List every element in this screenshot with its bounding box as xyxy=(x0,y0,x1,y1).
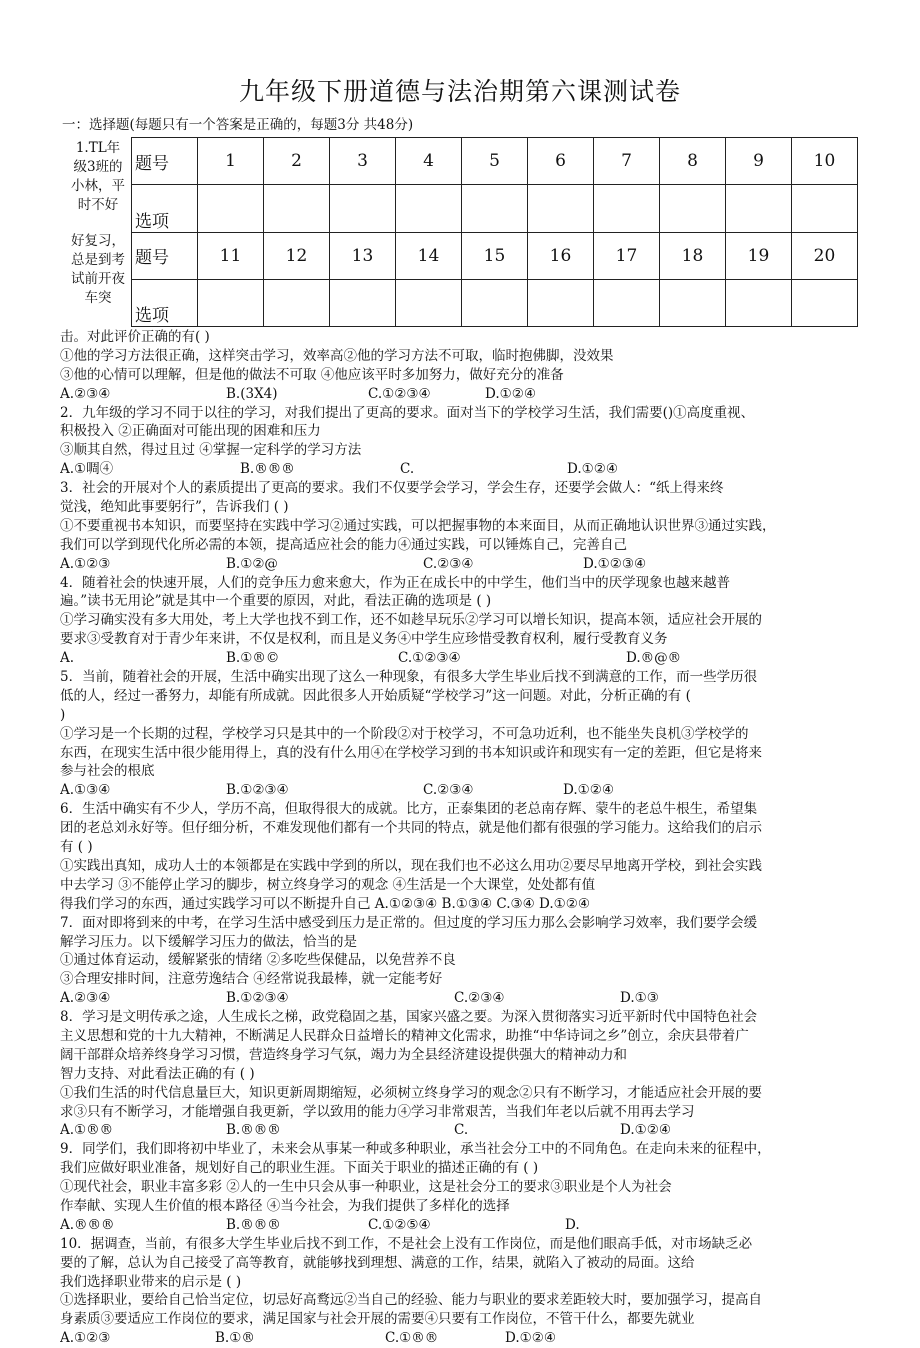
option-d[interactable]: D.①②④ xyxy=(620,1122,671,1139)
question-line: 要求③受教育对于青少年来讲，不仅是权利，而且是义务④中学生应珍惜受教育权利，履行受教育义务 xyxy=(60,631,668,648)
question-line: 作奉献、实现人生价值的根本路径 ④当今社会，为我们提供了多样化的选择 xyxy=(60,1197,510,1214)
q1-stem-line: 车突 xyxy=(84,290,112,306)
question-line: ) xyxy=(60,706,66,723)
question-number: 10 xyxy=(792,138,858,185)
question-line: 4．随着社会的快速开展，人们的竞争压力愈来愈大，作为正在成长中的中学生，他们当中的厌学现象也越来越普 xyxy=(60,574,731,591)
question-number: 13 xyxy=(330,232,396,279)
question-line: ①学习是一个长期的过程，学校学习只是其中的一个阶段②对于校学习，不可急功近利，也不能坐失良机③学校学的 xyxy=(60,725,749,742)
answer-cell[interactable] xyxy=(660,279,726,326)
option-d[interactable]: D. xyxy=(565,1216,580,1233)
question-line: 击。对此评价正确的有( ) xyxy=(60,329,210,345)
question-number: 6 xyxy=(528,138,594,185)
options-line xyxy=(60,989,870,1008)
options-line xyxy=(60,1121,870,1140)
answer-table xyxy=(131,137,858,327)
option-c[interactable]: C.②③④ xyxy=(454,990,505,1007)
option-a[interactable]: A. xyxy=(60,650,75,667)
q1-stem-line: 总是到考 xyxy=(71,252,125,268)
option-b[interactable]: B.①②③④ xyxy=(226,990,289,1007)
q1-stem-bottom xyxy=(60,232,136,308)
answer-cell[interactable] xyxy=(726,279,792,326)
question-line: ③顺其自然，得过且过 ④掌握一定科学的学习方法 xyxy=(60,442,362,459)
question-line: 7．面对即将到来的中考，在学习生活中感受到压力是正常的。但过度的学习压力那么会影响学习效率，我们要学会缓 xyxy=(60,914,758,931)
option-a[interactable]: A.②③④ xyxy=(60,990,111,1007)
question-line: 团的老总刘永好等。但仔细分析，不难发现他们都有一个共同的特点，就是他们都有很强的学习能力。这给我们的启示 xyxy=(60,820,762,837)
question-line: 解学习压力。以下缓解学习压力的做法，恰当的是 xyxy=(60,933,357,950)
options-line xyxy=(60,385,870,404)
answer-cell[interactable] xyxy=(462,185,528,232)
row-label-option: 选项 xyxy=(132,185,198,232)
question-line: ①他的学习方法很正确，这样突击学习，效率高②他的学习方法不可取，临时抱佛脚，没效果 xyxy=(60,347,614,364)
option-c[interactable]: C. xyxy=(454,1122,469,1139)
question-line: 要的了解，总认为自己接受了高等教育，就能够找到理想、满意的工作，结果，就陷入了被动的局面。这给 xyxy=(60,1254,695,1271)
option-d[interactable]: D.①②④ xyxy=(485,385,536,402)
answer-cell[interactable] xyxy=(594,185,660,232)
question-line: 遍。”读书无用论”就是其中一个重要的原因，对此，看法正确的选项是 ( ) xyxy=(60,593,492,610)
question-line: 求③只有不断学习，才能增强自我更新，学以致用的能力④学习非常艰苦，当我们年老以后就不用再去学习 xyxy=(60,1103,695,1120)
option-c[interactable]: C.①②③④ xyxy=(398,650,461,667)
answer-cell[interactable] xyxy=(264,185,330,232)
question-number: 5 xyxy=(462,138,528,185)
options-line xyxy=(60,1329,870,1348)
question-line: 8．学习是文明传承之途，人生成长之梯，政党稳固之基，国家兴盛之要。为深入贯彻落实习近平新时代中国特色社会 xyxy=(60,1009,758,1026)
option-a[interactable]: A.①®® xyxy=(60,1122,114,1139)
options-line xyxy=(60,649,870,668)
question-number: 15 xyxy=(462,232,528,279)
answer-cell[interactable] xyxy=(726,185,792,232)
option-b[interactable]: B.①® xyxy=(215,1330,255,1347)
options-line xyxy=(60,460,870,479)
option-a[interactable]: A.②③④ xyxy=(60,385,111,402)
question-line: 我们应做好职业准备，规划好自己的职业生涯。下面关于职业的描述正确的有 ( ) xyxy=(60,1160,539,1177)
answer-cell[interactable] xyxy=(396,185,462,232)
option-a[interactable]: A.®®® xyxy=(60,1216,115,1233)
question-line: ①通过体育运动，缓解紧张的情绪 ②多吃些保健品，以免营养不良 xyxy=(60,952,456,969)
question-line: ①实践出真知，成功人士的本领都是在实践中学到的所以，现在我们也不必这么用功②要尽早地离开学校，到社会实践 xyxy=(60,857,762,874)
answer-cell[interactable] xyxy=(330,279,396,326)
answer-cell[interactable] xyxy=(528,279,594,326)
option-b[interactable]: B.①®© xyxy=(226,650,280,667)
page-title: 九年级下册道德与法治期第六课测试卷 xyxy=(238,77,681,106)
answer-cell[interactable] xyxy=(396,279,462,326)
option-b[interactable]: B.①②③④ xyxy=(226,782,289,799)
option-c[interactable]: C.②③④ xyxy=(423,555,474,572)
question-number: 17 xyxy=(594,232,660,279)
answer-cell[interactable] xyxy=(462,279,528,326)
question-number: 11 xyxy=(198,232,264,279)
option-c[interactable]: C.②③④ xyxy=(423,782,474,799)
question-line: ①我们生活的时代信息量巨大，知识更新周期缩短，必须树立终身学习的观念②只有不断学习，才能适应社会开展的要 xyxy=(60,1084,762,1101)
question-line: 5．当前，随着社会的开展，生活中确实出现了这么一种现象，有很多大学生毕业后找不到满意的工作，而一些学历很 xyxy=(60,669,758,686)
question-number: 16 xyxy=(528,232,594,279)
section-heading: 一：选择题(每题只有一个答案是正确的，每题3分 共48分) xyxy=(62,117,414,133)
question-number: 1 xyxy=(198,138,264,185)
q1-stem-line: 试前开夜 xyxy=(71,271,125,287)
row-label-question: 题号 xyxy=(132,138,198,185)
question-line: ①现代社会，职业丰富多彩 ②人的一生中只会从事一种职业，这是社会分工的要求③职业是个人为社会 xyxy=(60,1179,672,1196)
option-b[interactable]: B.(3X4) xyxy=(226,385,278,402)
answer-cell[interactable] xyxy=(264,279,330,326)
row-label-option: 选项 xyxy=(132,279,198,326)
answer-cell[interactable] xyxy=(594,279,660,326)
question-line: ①学习确实没有多大用处，考上大学也找不到工作，还不如趁早玩乐②学习可以增长知识，提高本领，适应社会开展的 xyxy=(60,612,762,629)
question-line: 智力支持、对此看法正确的有 ( ) xyxy=(60,1065,255,1082)
question-number: 12 xyxy=(264,232,330,279)
option-c[interactable]: C. xyxy=(400,461,415,478)
question-line: 东西，在现实生活中很少能用得上，真的没有什么用④在学校学习到的书本知识或许和现实有一定的差距，但它是将来 xyxy=(60,744,762,761)
option-c[interactable]: C.①®® xyxy=(385,1330,439,1347)
q1-stem-line: 好复习， xyxy=(71,233,125,249)
options-line xyxy=(60,1216,870,1235)
answer-cell[interactable] xyxy=(528,185,594,232)
question-line: ③他的心情可以理解，但是他的做法不可取 ④他应该平时多加努力，做好充分的准备 xyxy=(60,366,564,383)
q1-stem-line: 时不好 xyxy=(77,197,119,213)
question-number: 7 xyxy=(594,138,660,185)
answer-cell[interactable] xyxy=(660,185,726,232)
question-line: 2．九年级的学习不同于以往的学习，对我们提出了更高的要求。面对当下的学校学习生活，我们需要()①高度重视、 xyxy=(60,404,755,421)
question-line: 参与社会的根底 xyxy=(60,763,155,780)
question-number: 19 xyxy=(726,232,792,279)
question-line: 有 ( ) xyxy=(60,839,93,856)
question-number: 4 xyxy=(396,138,462,185)
question-line: ①选择职业，要给自己恰当定位，切忌好高鹜远②当自己的经验、能力与职业的要求差距较大时，要加强学习，提高自 xyxy=(60,1292,762,1309)
option-d[interactable]: D.①②④ xyxy=(563,782,614,799)
question-line: 9．同学们，我们即将初中毕业了，未来会从事某一种或多种职业，承当社会分工中的不同角色。在走向未来的征程中， xyxy=(60,1141,771,1158)
question-line: 中去学习 ③不能停止学习的脚步，树立终身学习的观念 ④生活是一个大课堂，处处都有值 xyxy=(60,876,596,893)
question-line: 觉浅，绝知此事要躬行”，告诉我们 ( ) xyxy=(60,499,289,516)
option-a[interactable]: A.①③④ xyxy=(60,782,111,799)
question-number: 9 xyxy=(726,138,792,185)
answer-cell[interactable] xyxy=(198,279,264,326)
answer-row xyxy=(132,185,858,232)
q1-stem-line: 级3班的 xyxy=(73,159,123,175)
question-line: 我们可以学到现代化所必需的本领，提高适应社会的能力④通过实践，可以锤炼自己，完善自己 xyxy=(60,536,627,553)
option-d[interactable]: D.①③ xyxy=(620,990,659,1007)
answer-cell[interactable] xyxy=(792,185,858,232)
question-line: ①不要重视书本知识，而要坚持在实践中学习②通过实践，可以把握事物的本来面目，从而正确地认识世界③通过实践， xyxy=(60,517,776,534)
row-label-question: 题号 xyxy=(132,232,198,279)
option-b[interactable]: B.®®® xyxy=(240,461,295,478)
question-line: 得我们学习的东西，通过实践学习可以不断提升自己 A.①②③④ B.①③④ C.③④ D.①②④ xyxy=(60,895,590,912)
options-line xyxy=(60,555,870,574)
question-number: 2 xyxy=(264,138,330,185)
question-number: 3 xyxy=(330,138,396,185)
q1-stem-line: 小林，平 xyxy=(71,178,125,194)
question-line: 10．据调查，当前，有很多大学生毕业后找不到工作，不是社会上没有工作岗位，而是他们眼高手低，对市场缺乏必 xyxy=(60,1235,753,1252)
option-b[interactable]: B.®®® xyxy=(226,1122,281,1139)
question-line: 身素质③要适应工作岗位的要求，满足国家与社会开展的需要④只要有工作岗位，不管干什么，都要先就业 xyxy=(60,1311,695,1328)
question-line: 积极投入 ②正确面对可能出现的困难和压力 xyxy=(60,423,321,440)
option-d[interactable]: D.①②④ xyxy=(567,461,618,478)
option-c[interactable]: C.①②⑤④ xyxy=(368,1216,431,1233)
question-number: 20 xyxy=(792,232,858,279)
answer-row xyxy=(132,279,858,326)
answer-cell[interactable] xyxy=(792,279,858,326)
answer-cell[interactable] xyxy=(330,185,396,232)
q1-stem-line: 1.TL年 xyxy=(75,140,121,156)
question-number: 18 xyxy=(660,232,726,279)
q1-stem-top xyxy=(60,139,136,215)
option-b[interactable]: B.®®® xyxy=(226,1216,281,1233)
option-c[interactable]: C.①②③④ xyxy=(368,385,431,402)
question-number-row xyxy=(132,232,858,279)
question-number: 8 xyxy=(660,138,726,185)
question-line: 我们选择职业带来的启示是 ( ) xyxy=(60,1273,242,1290)
option-d[interactable]: D.①②④ xyxy=(505,1330,556,1347)
answer-cell[interactable] xyxy=(198,185,264,232)
option-b[interactable]: B.①②@ xyxy=(226,555,278,572)
question-line: 3．社会的开展对个人的素质提出了更高的要求。我们不仅要学会学习，学会生存，还要学会做人：“纸上得来终 xyxy=(60,480,724,497)
question-line: 低的人，经过一番努力，却能有所成就。因此很多人开始质疑“学校学习”这一问题。对此，分析正确的有 ( xyxy=(60,687,691,704)
question-number-row xyxy=(132,138,858,185)
option-d[interactable]: D.①②③④ xyxy=(583,555,647,572)
question-line: 主义思想和党的十九大精神，不断满足人民群众日益增长的精神文化需求，助推“中华诗词之乡”创立，余庆县带着广 xyxy=(60,1027,749,1044)
option-a[interactable]: A.①②③ xyxy=(60,555,111,572)
question-line: 6．生活中确实有不少人，学历不高，但取得很大的成就。比方，正泰集团的老总南存辉、蒙牛的老总牛根生，希望集 xyxy=(60,801,758,818)
questions-body xyxy=(60,328,870,1348)
option-a[interactable]: A.①②③ xyxy=(60,1330,111,1347)
option-d[interactable]: D.®@® xyxy=(626,650,682,667)
option-a[interactable]: A.①啁④ xyxy=(60,461,114,478)
options-line xyxy=(60,781,870,800)
question-number: 14 xyxy=(396,232,462,279)
question-line: ③合理安排时间，注意劳逸结合 ④经常说我最棒，就一定能考好 xyxy=(60,971,443,988)
question-line: 阔干部群众培养终身学习习惯，营造终身学习气氛，竭力为全县经济建设提供强大的精神动力和 xyxy=(60,1046,627,1063)
